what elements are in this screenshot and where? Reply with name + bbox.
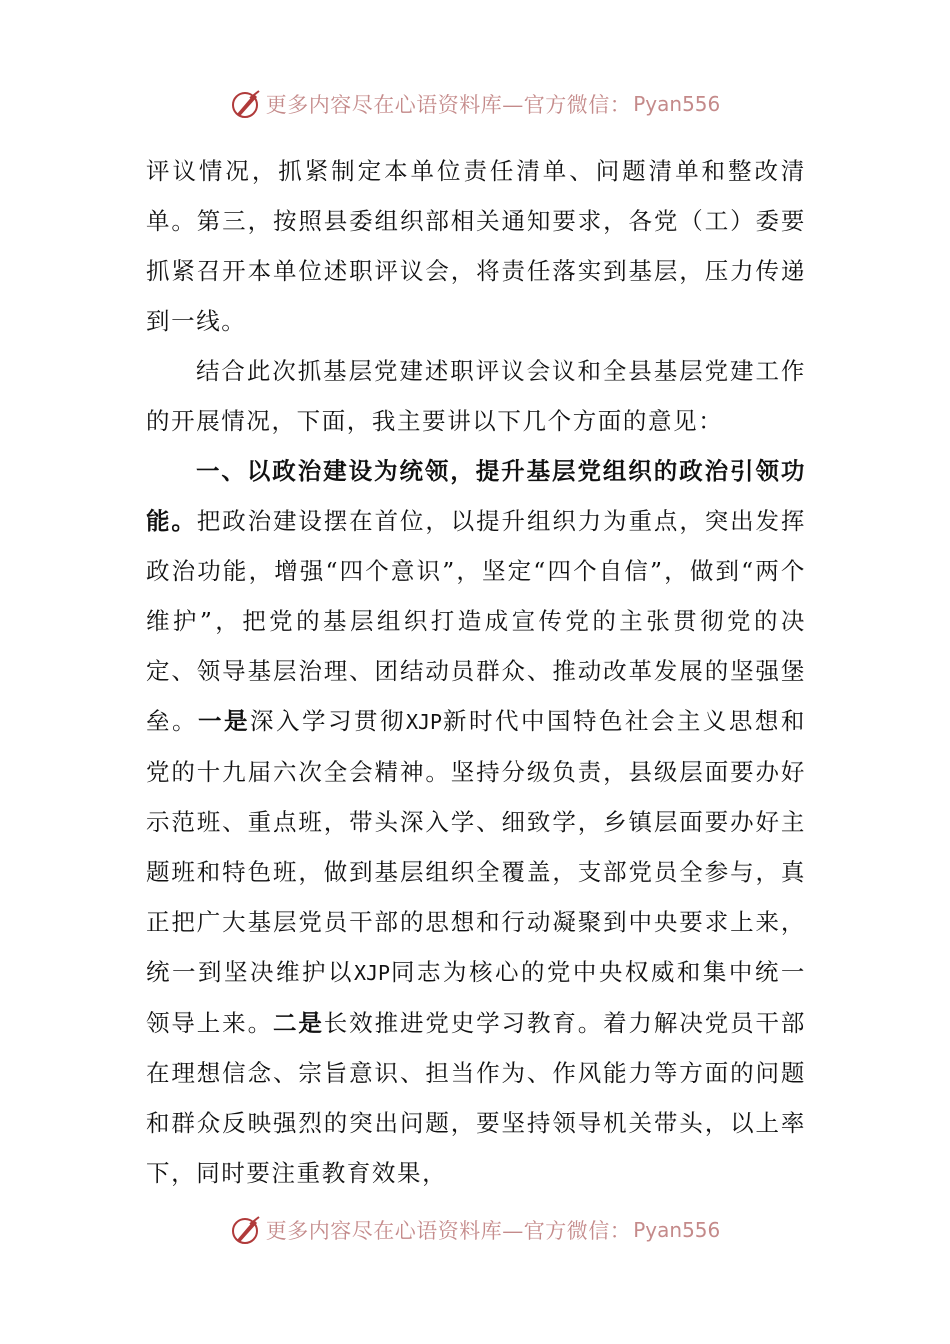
section-heading: 一、以政治建设为统领，提升基层党组织的政治引领功能。 [146, 457, 806, 535]
footer-watermark-banner [0, 1208, 950, 1252]
quill-logo-icon [230, 1214, 262, 1246]
footer-banner-text: 更多内容尽在心语资料库—官方微信： [265, 1219, 632, 1243]
paragraph-3-text-5: 长效推进党史学习教育。着力解决党员干部在理想信念、宗旨意识、担当作为、作风能力等方面的问题和群众反映强烈的突出问题，要坚持领导机关带头，以上率下，同时要注重教育效果， [146, 1009, 807, 1187]
footer-wechat-id: Pyan556 [633, 1218, 721, 1242]
quill-logo-icon [230, 88, 262, 120]
paragraph-2: 结合此次抓基层党建述职评议会议和全县基层党建工作的开展情况，下面，我主要讲以下几个方面的意见： [146, 357, 806, 435]
paragraph-3-text-3: 新时代中国特色社会主义思想和党的十九届六次全会精神。坚持分级负责，县级层面要办好示范班、重点班，带头深入学、细致学，乡镇层面要办好主题班和特色班，做到基层组织全覆盖，支部党员全参与，真正把广大基层党员干部的思想和行动凝聚到中央要求上来，统一到坚决维护以 [146, 707, 807, 986]
header-watermark-banner [0, 82, 950, 126]
abbreviation-2: XJP [353, 961, 391, 985]
paragraph-3 [146, 446, 806, 1198]
paragraph-3-text-1: 把政治建设摆在首位，以提升组织力为重点，突出发挥政治功能，增强“四个意识”，坚定“四个自信”，做到“两个维护”，把党的基层组织打造成宣传党的主张贯彻党的决定、领导基层治理、团结动员群众、推动改革发展的坚强堡垒。 [146, 507, 806, 735]
point-label-2: 二是 [272, 1009, 324, 1037]
header-banner-text: 更多内容尽在心语资料库—官方微信： [265, 93, 632, 117]
document-body [146, 146, 806, 1198]
header-wechat-id: Pyan556 [633, 92, 721, 116]
abbreviation-1: XJP [405, 710, 443, 734]
paragraph-1: 评议情况，抓紧制定本单位责任清单、问题清单和整改清单。第三，按照县委组织部相关通知要求，各党（工）委要抓紧召开本单位述职评议会，将责任落实到基层，压力传递到一线。 [146, 157, 806, 335]
paragraph-3-text-2: 深入学习贯彻 [250, 707, 406, 735]
paragraph-3-text-4: 同志为核心的党中央权威和集中统一领导上来。 [146, 958, 806, 1037]
point-label-1: 一是 [198, 707, 250, 735]
